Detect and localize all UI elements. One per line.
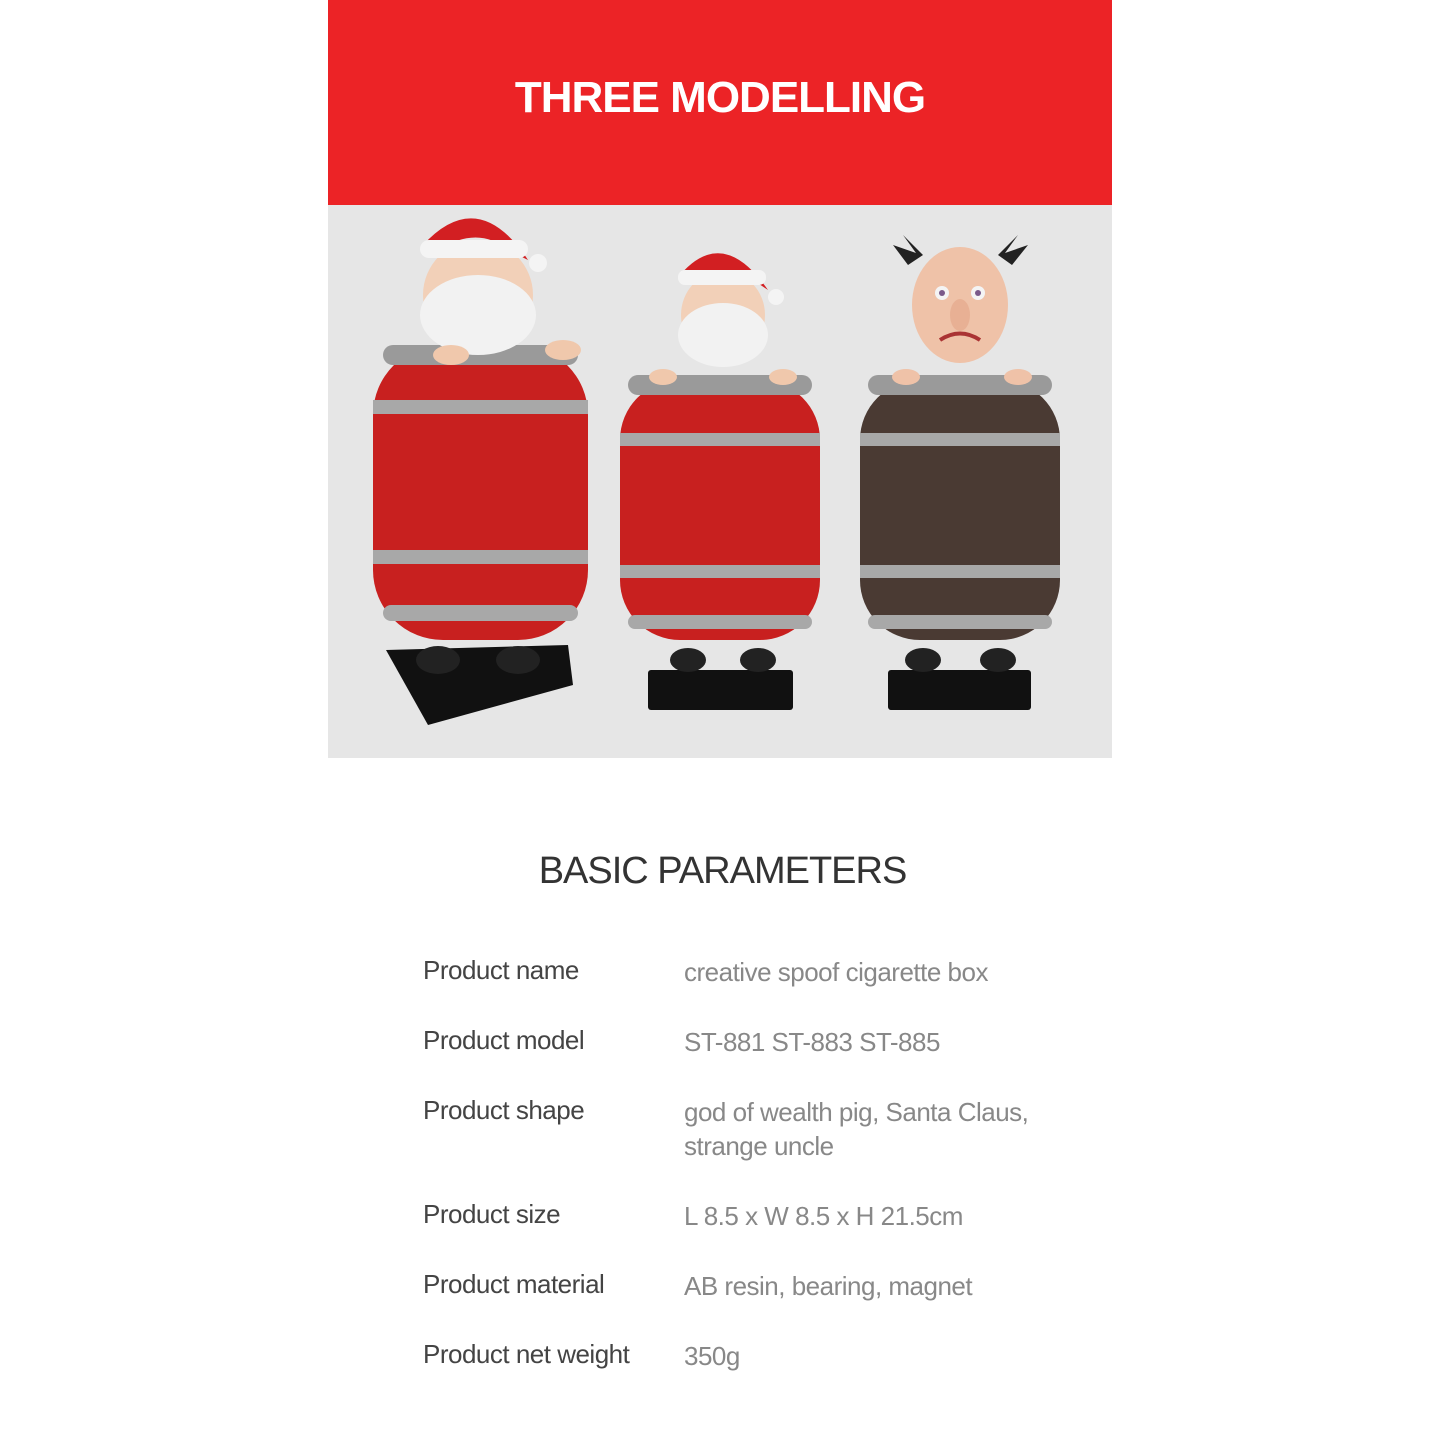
parameter-label: Product material — [423, 1269, 605, 1299]
banner-title: THREE MODELLING — [514, 72, 926, 122]
parameter-value: AB resin, bearing, magnet — [684, 1271, 973, 1301]
parameter-value: creative spoof cigarette box — [684, 957, 988, 987]
parameters-table — [423, 955, 1063, 1409]
parameter-row — [423, 1199, 1063, 1269]
parameter-value: ST-881 ST-883 ST-885 — [684, 1027, 940, 1057]
parameter-row — [423, 1025, 1063, 1095]
parameter-label: Product name — [423, 955, 579, 985]
strange-uncle-figure — [860, 235, 1060, 710]
parameters-title: BASIC PARAMETERS — [538, 850, 907, 892]
parameter-value: 350g — [684, 1341, 740, 1371]
parameter-row — [423, 1269, 1063, 1339]
santa-small-figure — [620, 253, 820, 710]
parameter-row — [423, 1095, 1063, 1199]
parameter-label: Product size — [423, 1199, 561, 1229]
parameter-label: Product net weight — [423, 1339, 630, 1369]
parameter-label: Product shape — [423, 1095, 585, 1125]
product-photo — [328, 205, 1112, 758]
parameter-row — [423, 1339, 1063, 1409]
parameter-value: god of wealth pig, Santa Claus, strange uncle — [684, 1097, 1029, 1161]
santa-large-figure — [373, 218, 588, 725]
title-banner — [328, 0, 1112, 205]
parameter-value: L 8.5 x W 8.5 x H 21.5cm — [684, 1201, 963, 1231]
parameter-row — [423, 955, 1063, 1025]
parameter-label: Product model — [423, 1025, 585, 1055]
